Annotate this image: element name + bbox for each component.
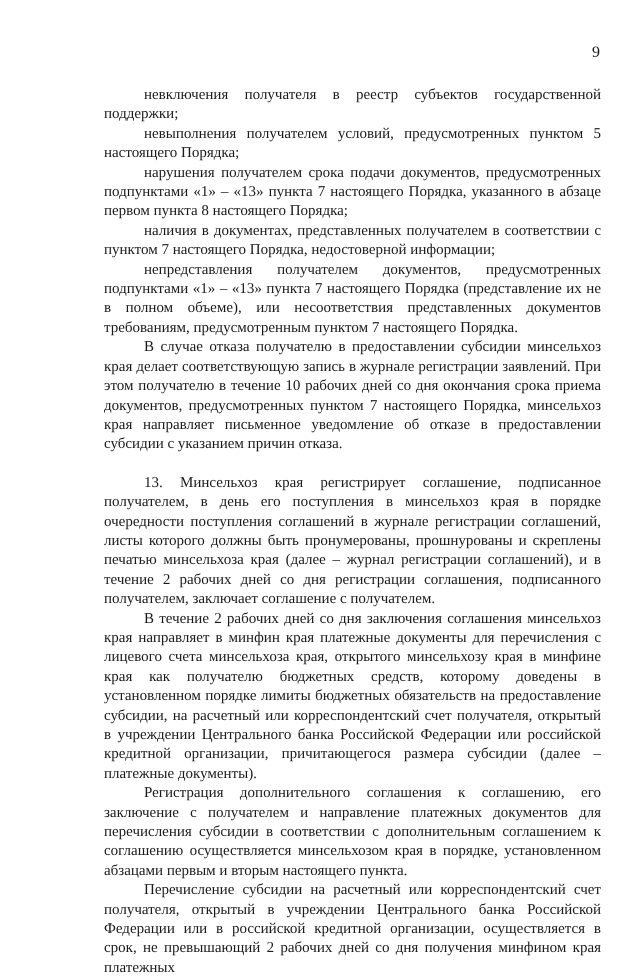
paragraph: невыполнения получателем условий, предусмотренных пунктом 5 настоящего Порядка; [104,125,601,162]
paragraph: Перечисление субсидии на расчетный или корреспондентский счет получателя, открытый в учреждении Центрального банка Российской Федерации или в российской кредитной организации, осуществляется в срок, не превышающий 2 рабочих дней со дня получения минфином края платежных [104,882,601,976]
paragraph: Регистрация дополнительного соглашения к соглашению, его заключение с получателем и направление платежных документов для перечисления субсидии в соответствии с дополнительным соглашением к соглашению осуществляется минсельхозом края в порядке, установленном абзацами первым и вторым настоящего пункта. [104,785,601,879]
paragraph: нарушения получателем срока подачи документов, предусмотренных подпунктами «1» – «13» пункта 7 настоящего Порядка, указанного в абзаце первом пункта 8 настоящего Порядка; [104,164,601,220]
paragraph: 13. Минсельхоз края регистрирует соглашение, подписанное получателем, в день его поступления в минсельхоз края в порядке очередности поступления соглашений в журнале регистрации соглашений, листы которого должны быть пронумерованы, прошнурованы и скреплены печатью минсельхоза края (далее – журнал регистрации соглашений), и в течение 2 рабочих дней со дня регистрации соглашения, подписанного получателем, заключает соглашение с получателем. [104,474,601,608]
paragraph: наличия в документах, представленных получателем в соответствии с пунктом 7 настоящего Порядка, недостоверной информации; [104,222,601,259]
document-body [104,86,601,978]
page-number: 9 [592,44,600,61]
paragraph: невключения получателя в реестр субъектов государственной поддержки; [104,87,601,123]
paragraph: В случае отказа получателю в предоставлении субсидии минсельхоз края делает соответствующую запись в журнале регистрации заявлений. При этом получателю в течение 10 рабочих дней со дня окончания срока приема документов, предусмотренных пунктом 7 настоящего Порядка, минсельхоз края направляет письменное уведомление об отказе в предоставлении субсидии с указанием причин отказа. [104,339,601,453]
section-gap [104,455,601,474]
paragraph: В течение 2 рабочих дней со дня заключения соглашения минсельхоз края направляет в минфин края платежные документы для перечисления с лицевого счета минсельхоза края, открытого минсельхозу края в минфине края как получателю бюджетных средств, которому доведены в установленном порядке лимиты бюджетных обязательств на предоставление субсидии, на расчетный или корреспондентский счет получателя, открытый в учреждении Центрального банка Российской Федерации или российской кредитной организации, причитающегося размера субсидии (далее – платежные документы). [104,610,601,782]
paragraph: непредставления получателем документов, предусмотренных подпунктами «1» – «13» пункта 7 настоящего Порядка (представление их не в полном объеме), или несоответствия представленных документов требованиям, предусмотренным пунктом 7 настоящего Порядка. [104,261,601,336]
